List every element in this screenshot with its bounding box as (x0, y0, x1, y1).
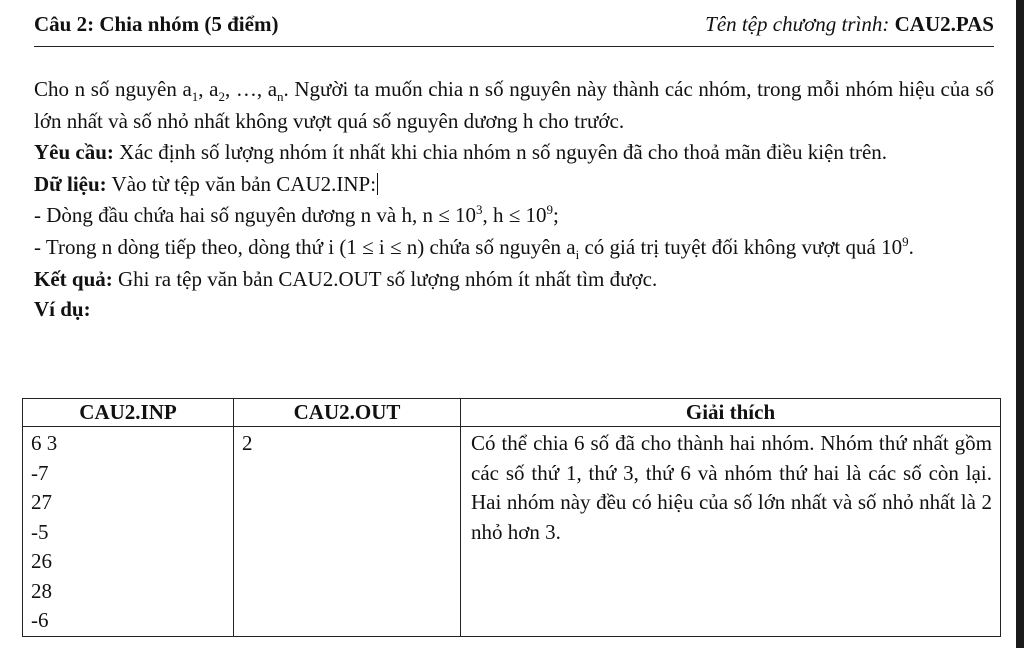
file-name: CAU2.PAS (894, 12, 994, 36)
out-cell: 2 (234, 427, 461, 637)
inp-line: 27 (31, 490, 52, 514)
intro-paragraph (34, 74, 994, 137)
header-inp: CAU2.INP (23, 399, 234, 427)
right-edge-border (1016, 0, 1024, 648)
inp-line: 28 (31, 578, 52, 603)
inp-line: -6 (31, 608, 49, 632)
requirement-paragraph (34, 137, 994, 169)
output-text: Ghi ra tệp văn bản CAU2.OUT số lượng nhóm ít nhất tìm được. (112, 266, 658, 291)
input-paragraph (34, 169, 994, 201)
example-label (34, 295, 994, 323)
problem-body (34, 74, 994, 323)
input-line-2 (34, 232, 994, 264)
input-label: Dữ liệu: (34, 171, 107, 196)
inp-line: 6 3 (31, 431, 58, 455)
problem-header (34, 10, 994, 47)
inp-line: 26 (31, 549, 52, 573)
input-line-1 (34, 200, 994, 232)
explanation-cell: Có thể chia 6 số đã cho thành hai nhóm. Nhóm thứ nhất gồm các số thứ 1, thứ 3, thứ 6 và nhóm thứ hai là các số còn lại. Hai nhóm này đều có hiệu của số lớn nhất và số nhỏ nhất là 2 nhỏ hơn 3. (461, 427, 1001, 637)
intro-text-3: , …, a (224, 77, 278, 101)
input-line-1-text-c: ; (553, 203, 559, 228)
example-table (22, 398, 1001, 637)
input-line-2-sup: 9 (902, 233, 909, 249)
problem-title: Câu 2: Chia nhóm (5 điểm) (34, 12, 279, 36)
file-label: Tên tệp chương trình: (705, 12, 895, 36)
intro-sub-2: 2 (218, 89, 225, 105)
input-line-1-sup-2: 9 (546, 202, 554, 218)
inp-cell (23, 427, 234, 637)
requirement-label: Yêu cầu: (34, 140, 114, 165)
inp-line: -7 (31, 460, 49, 485)
example-label-text: Ví dụ: (34, 297, 91, 322)
input-line-2-text-b: có giá trị tuyệt đối không vượt quá 10 (579, 234, 903, 259)
input-line-1-text-b: , h ≤ 10 (482, 203, 547, 228)
input-line-2-sub: i (575, 247, 580, 263)
intro-text-1: Cho n số nguyên a (34, 77, 192, 101)
requirement-text: Xác định số lượng nhóm ít nhất khi chia nhóm n số nguyên đã cho thoả mãn điều kiện trên. (113, 140, 888, 165)
input-line-2-text-c: . (908, 234, 914, 259)
intro-text-2: , a (198, 77, 219, 101)
intro-sub-n: n (277, 89, 284, 105)
table-row (23, 427, 1001, 637)
header-out: CAU2.OUT (234, 399, 461, 427)
input-line-2-text-a: - Trong n dòng tiếp theo, dòng thứ i (1 ≤ i ≤ n) chứa số nguyên a (34, 234, 576, 259)
input-line-1-text-a: - Dòng đầu chứa hai số nguyên dương n và h, n ≤ 10 (34, 203, 476, 228)
program-file-name (705, 12, 994, 37)
intro-sub-1: 1 (191, 89, 199, 105)
output-label: Kết quả: (34, 266, 113, 291)
inp-line: -5 (31, 519, 49, 544)
table-header-row (23, 399, 1001, 427)
header-explanation: Giải thích (461, 399, 1001, 427)
intro-text-4: . Người ta muốn chia n số nguyên này thành các nhóm, trong mỗi nhóm hiệu của số lớn nhất và số nhỏ nhất không vượt quá số nguyên dương h cho trước. (34, 77, 994, 133)
input-text: Vào từ tệp văn bản CAU2.INP: (106, 171, 377, 196)
input-line-1-sup-1: 3 (475, 202, 483, 218)
output-paragraph (34, 264, 994, 296)
text-cursor (377, 173, 378, 195)
